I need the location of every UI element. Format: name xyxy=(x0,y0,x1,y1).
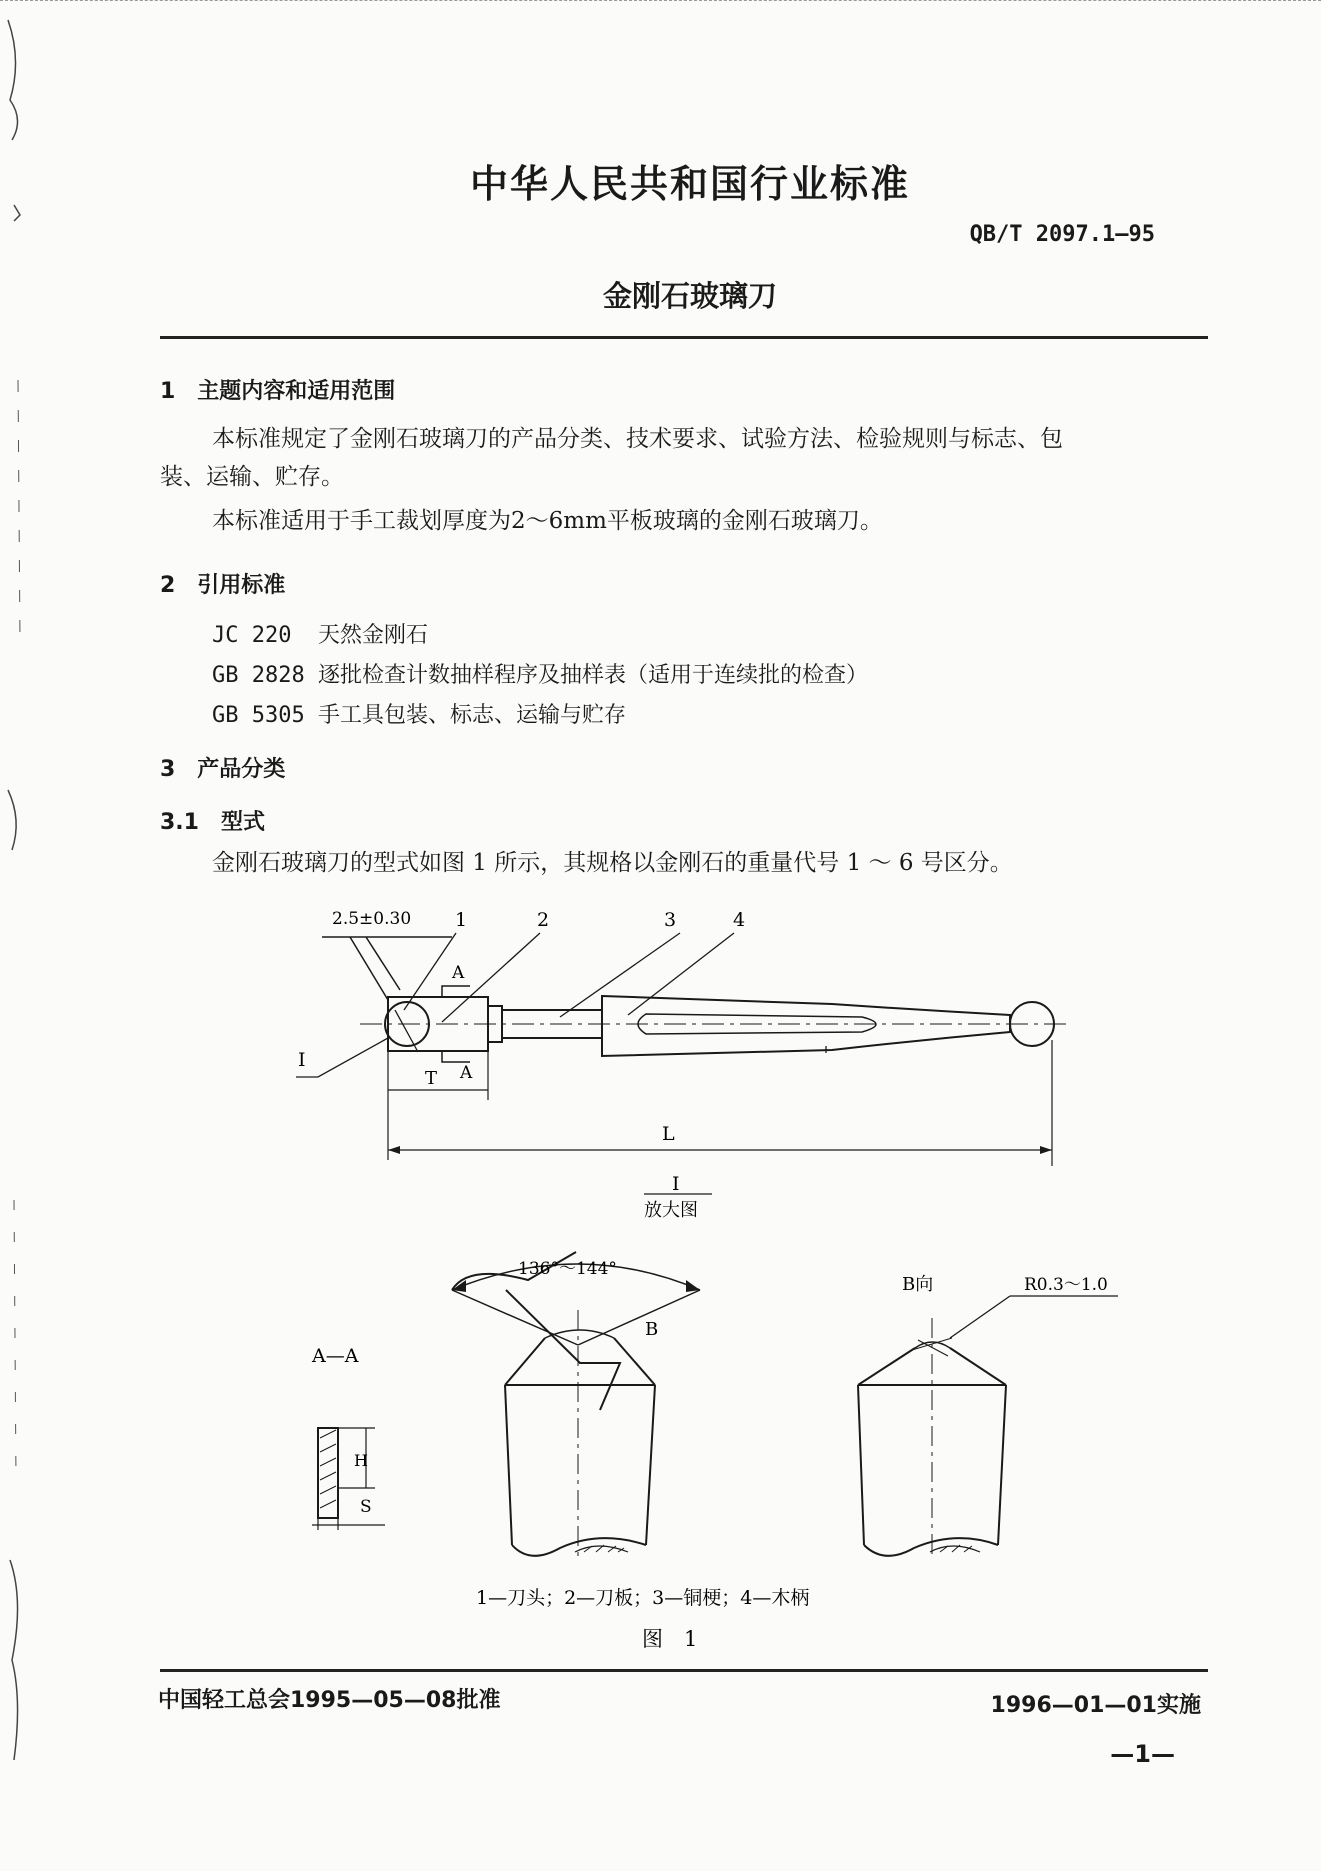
callout-3: 3 xyxy=(664,909,677,931)
reference-code: GB 2828 xyxy=(212,663,305,688)
callout-2: 2 xyxy=(537,909,550,931)
effective-date: 1996—01—01实施 xyxy=(990,1693,1201,1718)
reference-item xyxy=(212,618,428,649)
section-mark-a-top: A xyxy=(452,963,465,983)
page-number: —1— xyxy=(1110,1740,1175,1768)
reference-title: 逐批检查计数抽样程序及抽样表（适用于连续批的检查） xyxy=(318,663,869,688)
section-1-para1-line2: 装、运输、贮存。 xyxy=(160,464,344,490)
figure-1 xyxy=(0,880,1321,1670)
detail-mark: I xyxy=(298,1049,306,1071)
detail-cutter-tip-front xyxy=(452,1252,655,1560)
reference-code: GB 5305 xyxy=(212,703,305,728)
dim-top-label: 2.5±0.30 xyxy=(332,909,412,929)
angle-label: 136°～144° xyxy=(518,1259,617,1279)
section-3-heading: 3 产品分类 xyxy=(160,757,286,782)
dim-t-label: T xyxy=(425,1068,438,1089)
detail-cutter-tip-side xyxy=(858,1296,1118,1560)
section-1-para2: 本标准适用于手工裁划厚度为2～6mm平板玻璃的金刚石玻璃刀。 xyxy=(212,508,883,534)
reference-item xyxy=(212,658,868,689)
approval-line: 中国轻工总会1995—05—08批准 xyxy=(158,1688,501,1713)
standard-number: QB/T 2097.1—95 xyxy=(969,222,1155,247)
figure-legend: 1—刀头；2—刀板；3—铜梗；4—木柄 xyxy=(476,1587,810,1609)
dim-s-label: S xyxy=(360,1497,372,1517)
section-1-heading: 1 主题内容和适用范围 xyxy=(160,379,396,404)
reference-code: JC 220 xyxy=(212,623,292,648)
reference-item xyxy=(212,698,626,729)
section-a-a-drawing xyxy=(312,1428,385,1530)
section-2-heading: 2 引用标准 xyxy=(160,573,286,598)
section-label: A—A xyxy=(312,1345,359,1367)
dim-h-label: H xyxy=(354,1451,368,1470)
section-3-1-para: 金刚石玻璃刀的型式如图 1 所示，其规格以金刚石的重量代号 1 ～ 6 号区分。 xyxy=(212,850,1013,876)
section-mark-a-bottom: A xyxy=(460,1063,473,1083)
callout-4: 4 xyxy=(733,909,746,931)
reference-title: 手工具包装、标志、运输与贮存 xyxy=(318,703,627,728)
document-title: 中华人民共和国行业标准 xyxy=(469,162,910,206)
view-mark: B xyxy=(645,1319,659,1340)
glass-cutter-drawing xyxy=(296,933,1068,1194)
header-rule xyxy=(160,336,1208,339)
detail-label-top: I xyxy=(672,1173,680,1195)
dim-l-label: L xyxy=(662,1123,675,1145)
detail-label-bottom: 放大图 xyxy=(644,1200,698,1221)
reference-title: 天然金刚石 xyxy=(318,623,429,648)
section-1-para1-line1: 本标准规定了金刚石玻璃刀的产品分类、技术要求、试验方法、检验规则与标志、包 xyxy=(212,426,1063,452)
footer-rule xyxy=(160,1669,1208,1672)
standard-name: 金刚石玻璃刀 xyxy=(602,279,777,313)
callout-1: 1 xyxy=(455,909,468,931)
top-edge-dashes xyxy=(0,0,1321,13)
figure-caption: 图 1 xyxy=(642,1627,698,1651)
section-3-1-heading: 3.1 型式 xyxy=(160,810,265,835)
radius-label: R0.3～1.0 xyxy=(1024,1275,1108,1295)
view-label: B向 xyxy=(902,1274,934,1295)
